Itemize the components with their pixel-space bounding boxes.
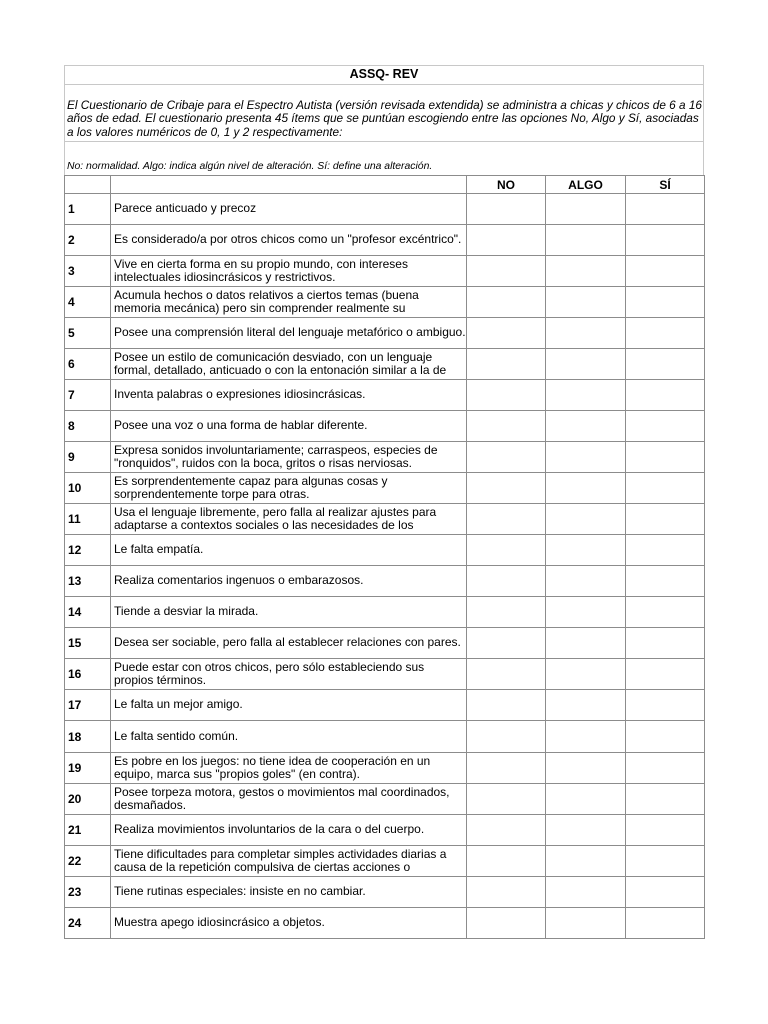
table-row [65,287,705,318]
answer-cell-algo[interactable] [546,535,626,566]
item-text-cell [111,846,467,877]
answer-cell-algo[interactable] [546,846,626,877]
item-text-cell [111,690,467,721]
table-row [65,473,705,504]
answer-cell-si[interactable] [626,411,705,442]
item-number: 17 [65,690,111,721]
answer-cell-algo[interactable] [546,877,626,908]
answer-cell-algo[interactable] [546,194,626,225]
answer-cell-no[interactable] [467,411,546,442]
item-text: Le falta sentido común. [114,729,239,743]
answer-cell-no[interactable] [467,784,546,815]
table-row [65,877,705,908]
answer-cell-no[interactable] [467,753,546,784]
item-number: 11 [65,504,111,535]
item-text-cell [111,194,467,225]
answer-cell-no[interactable] [467,318,546,349]
answer-cell-no[interactable] [467,349,546,380]
answer-cell-algo[interactable] [546,628,626,659]
item-number: 3 [65,256,111,287]
answer-cell-algo[interactable] [546,473,626,504]
item-text: Realiza comentarios ingenuos o embarazosos. [114,574,364,588]
item-text-cell [111,753,467,784]
item-number: 9 [65,442,111,473]
answer-cell-si[interactable] [626,566,705,597]
gridline [64,84,704,85]
answer-cell-no[interactable] [467,566,546,597]
answer-cell-algo[interactable] [546,318,626,349]
answer-cell-si[interactable] [626,225,705,256]
answer-cell-algo[interactable] [546,256,626,287]
item-number: 13 [65,566,111,597]
answer-cell-no[interactable] [467,194,546,225]
answer-cell-algo[interactable] [546,411,626,442]
answer-cell-si[interactable] [626,784,705,815]
answer-cell-no[interactable] [467,225,546,256]
item-text: Le falta empatía. [114,543,204,557]
item-text-cell [111,473,467,504]
table-row [65,784,705,815]
answer-cell-si[interactable] [626,753,705,784]
table-header-row [65,176,705,194]
item-text-cell [111,287,467,318]
item-text-cell [111,442,467,473]
answer-cell-si[interactable] [626,287,705,318]
answer-cell-algo[interactable] [546,659,626,690]
item-text: Es pobre en los juegos: no tiene idea de cooperación en un equipo, marca sus "propios goles" (en contra). [114,754,431,781]
item-text: Usa el lenguaje libremente, pero falla al realizar ajustes para adaptarse a contextos sociales o las necesidades de los [114,505,437,532]
answer-cell-si[interactable] [626,659,705,690]
answer-cell-no[interactable] [467,287,546,318]
item-text-cell [111,877,467,908]
item-number: 20 [65,784,111,815]
item-text-cell [111,721,467,753]
item-text-cell [111,566,467,597]
table-row [65,566,705,597]
item-text: Inventa palabras o expresiones idiosincrásicas. [114,388,366,402]
item-text: Posee un estilo de comunicación desviado, con un lenguaje formal, detallado, anticuado o con la entonación similar a la de [114,350,447,377]
item-text: Acumula hechos o datos relativos a ciertos temas (buena memoria mecánica) pero sin comprender realmente su [114,288,419,315]
answer-cell-si[interactable] [626,721,705,753]
answer-cell-si[interactable] [626,473,705,504]
item-text: Le falta un mejor amigo. [114,698,243,712]
answer-cell-algo[interactable] [546,225,626,256]
questionnaire-sheet [64,65,704,938]
table-row [65,194,705,225]
answer-cell-algo[interactable] [546,349,626,380]
answer-cell-si[interactable] [626,442,705,473]
answer-cell-no[interactable] [467,846,546,877]
item-text: Tiene rutinas especiales: insiste en no cambiar. [114,885,366,899]
answer-cell-no[interactable] [467,597,546,628]
answer-cell-algo[interactable] [546,753,626,784]
answer-cell-si[interactable] [626,194,705,225]
answer-cell-algo[interactable] [546,287,626,318]
table-row [65,380,705,411]
item-text-cell [111,597,467,628]
item-number: 6 [65,349,111,380]
item-text: Posee una voz o una forma de hablar diferente. [114,419,368,433]
table-row [65,318,705,349]
gridline [64,141,704,142]
legend-text: No: normalidad. Algo: indica algún nivel de alteración. Sí: define una alteración. [67,161,433,172]
answer-cell-si[interactable] [626,690,705,721]
intro-paragraph: El Cuestionario de Cribaje para el Espectro Autista (versión revisada extendida) se administra a chicas y chicos de 6 a 16 años de edad. El cuestionario presenta 45 ítems que se puntúan escogiendo entre las opciones No, Algo y Sí, asociadas a los valores numéricos de 0, 1 y 2 respectivamente: [67,98,702,139]
table-row [65,846,705,877]
item-number: 2 [65,225,111,256]
item-number: 14 [65,597,111,628]
header-cell-item [111,176,467,194]
answer-cell-si[interactable] [626,628,705,659]
table-row [65,908,705,939]
table-row [65,225,705,256]
header-cell-num [65,176,111,194]
item-text-cell [111,535,467,566]
item-number: 7 [65,380,111,411]
answer-cell-si[interactable] [626,815,705,846]
item-text-cell [111,908,467,939]
answer-cell-no[interactable] [467,442,546,473]
item-text: Desea ser sociable, pero falla al establecer relaciones con pares. [114,636,461,650]
item-number: 12 [65,535,111,566]
answer-cell-no[interactable] [467,815,546,846]
item-number: 8 [65,411,111,442]
item-number: 19 [65,753,111,784]
item-text-cell [111,659,467,690]
table-row [65,628,705,659]
page-title: ASSQ- REV [349,67,419,81]
table-row [65,256,705,287]
table-row [65,721,705,753]
answer-cell-si[interactable] [626,597,705,628]
item-number: 5 [65,318,111,349]
answer-cell-algo[interactable] [546,690,626,721]
answer-cell-no[interactable] [467,256,546,287]
answer-cell-no[interactable] [467,659,546,690]
item-number: 15 [65,628,111,659]
item-number: 18 [65,721,111,753]
item-number: 24 [65,908,111,939]
answer-cell-si[interactable] [626,349,705,380]
answer-cell-algo[interactable] [546,566,626,597]
item-text: Tiene dificultades para completar simples actividades diarias a causa de la repetición compulsiva de ciertas acciones o [114,847,447,874]
item-text: Muestra apego idiosincrásico a objetos. [114,916,325,930]
item-number: 23 [65,877,111,908]
table-row [65,411,705,442]
item-text-cell [111,349,467,380]
answer-cell-algo[interactable] [546,380,626,411]
item-number: 16 [65,659,111,690]
answer-cell-si[interactable] [626,535,705,566]
answer-cell-no[interactable] [467,504,546,535]
item-text-cell [111,815,467,846]
answer-cell-algo[interactable] [546,721,626,753]
table-row [65,597,705,628]
item-number: 4 [65,287,111,318]
answer-cell-algo[interactable] [546,908,626,939]
column-header-algo: ALGO [546,176,626,194]
item-text: Vive en cierta forma en su propio mundo, con intereses intelectuales idiosincrásicos y restrictivos. [114,257,408,284]
item-text: Es sorprendentemente capaz para algunas cosas y sorprendentemente torpe para otras. [114,474,388,501]
item-text-cell [111,256,467,287]
answer-cell-no[interactable] [467,721,546,753]
answer-cell-algo[interactable] [546,784,626,815]
item-text: Es considerado/a por otros chicos como un "profesor excéntrico". [114,233,462,247]
answer-cell-no[interactable] [467,380,546,411]
item-text: Expresa sonidos involuntariamente; carraspeos, especies de "ronquidos", ruidos con la boca, gritos o risas nerviosas. [114,443,438,470]
answer-cell-si[interactable] [626,877,705,908]
item-text-cell [111,628,467,659]
answer-cell-si[interactable] [626,846,705,877]
answer-cell-no[interactable] [467,628,546,659]
table-row [65,753,705,784]
item-text-cell [111,380,467,411]
item-text: Posee torpeza motora, gestos o movimientos mal coordinados, desmañados. [114,785,450,812]
answer-cell-si[interactable] [626,256,705,287]
table-row [65,504,705,535]
item-number: 1 [65,194,111,225]
item-text: Puede estar con otros chicos, pero sólo estableciendo sus propios términos. [114,660,425,687]
item-text-cell [111,411,467,442]
answer-cell-algo[interactable] [546,504,626,535]
item-text: Parece anticuado y precoz [114,202,257,216]
answer-cell-algo[interactable] [546,815,626,846]
answer-cell-no[interactable] [467,877,546,908]
answer-cell-si[interactable] [626,318,705,349]
answer-cell-algo[interactable] [546,597,626,628]
answer-cell-si[interactable] [626,504,705,535]
answer-cell-no[interactable] [467,535,546,566]
answer-cell-si[interactable] [626,908,705,939]
item-text: Posee una comprensión literal del lenguaje metafórico o ambiguo. [114,326,466,340]
column-header-no: NO [467,176,546,194]
table-row [65,690,705,721]
item-text: Tiende a desviar la mirada. [114,605,259,619]
item-number: 22 [65,846,111,877]
item-number: 10 [65,473,111,504]
table-row [65,535,705,566]
item-text-cell [111,318,467,349]
answer-cell-no[interactable] [467,473,546,504]
table-row [65,815,705,846]
items-table [64,175,705,939]
column-header-si: SÍ [626,176,705,194]
item-number: 21 [65,815,111,846]
item-text-cell [111,225,467,256]
table-row [65,442,705,473]
item-text-cell [111,504,467,535]
answer-cell-no[interactable] [467,908,546,939]
answer-cell-algo[interactable] [546,442,626,473]
answer-cell-si[interactable] [626,380,705,411]
answer-cell-no[interactable] [467,690,546,721]
item-text: Realiza movimientos involuntarios de la cara o del cuerpo. [114,823,425,837]
item-text-cell [111,784,467,815]
table-row [65,349,705,380]
table-row [65,659,705,690]
